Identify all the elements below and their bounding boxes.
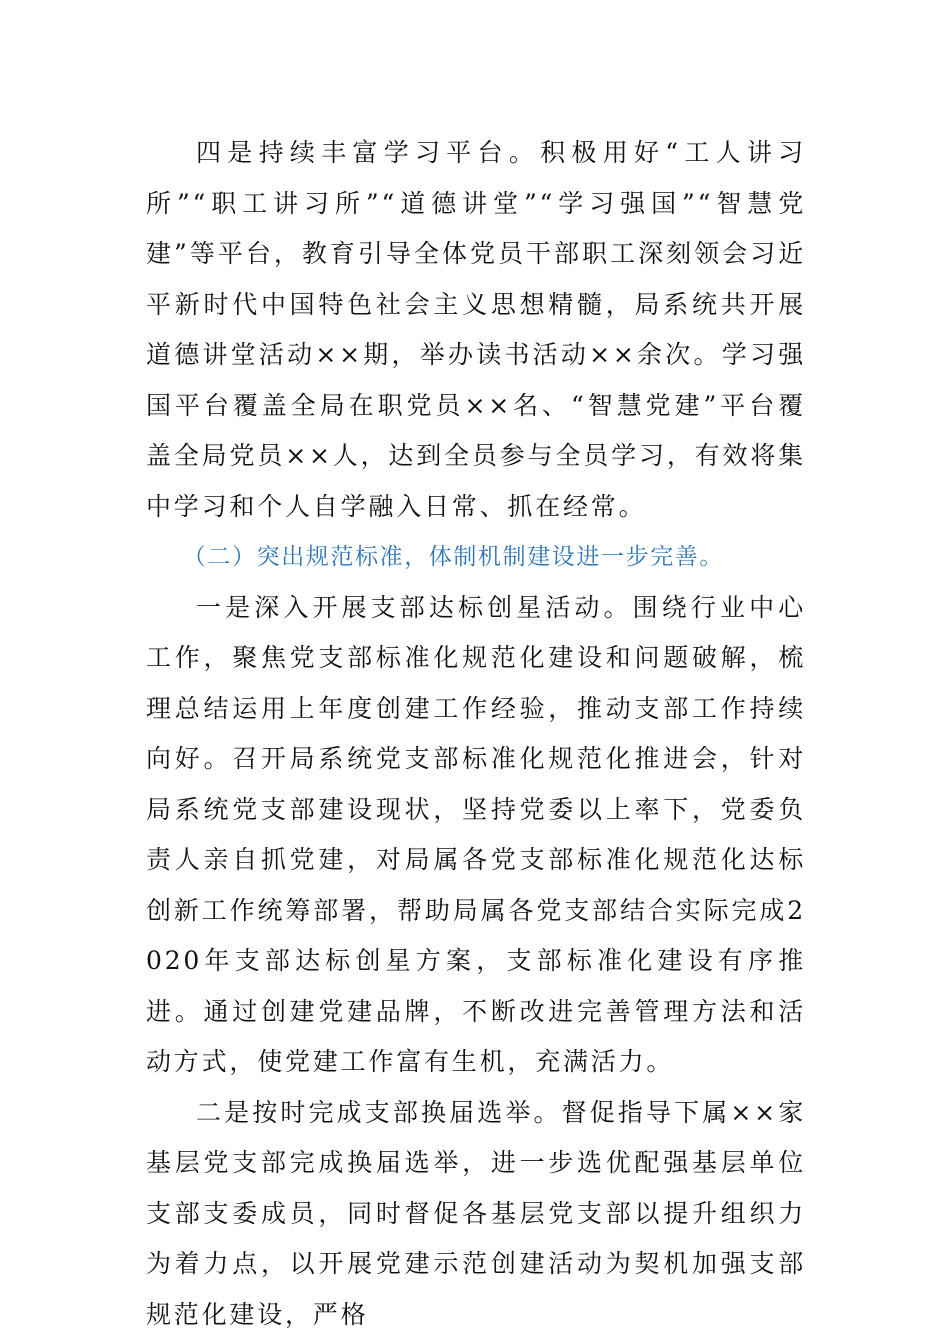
document-body bbox=[146, 128, 806, 1340]
section-heading-2: （二）突出规范标准，体制机制建设进一步完善。 bbox=[182, 544, 724, 570]
paragraph-branch-elections: 二是按时完成支部换届选举。督促指导下属××家基层党支部完成换届选举，进一步选优配强基层单位支部支委成员，同时督促各基层党支部以提升组织力为着力点，以开展党建示范创建活动为契机加强支部规范化建设，严格 bbox=[146, 1097, 806, 1329]
paragraph-learning-platforms: 四是持续丰富学习平台。积极用好“工人讲习所”“职工讲习所”“道德讲堂”“学习强国”“智慧党建”等平台，教育引导全体党员干部职工深刻领会习近平新时代中国特色社会主义思想精髓，局系统共开展道德讲堂活动××期，举办读书活动××余次。学习强国平台覆盖全局在职党员××名、“智慧党建”平台覆盖全局党员××人，达到全员参与全员学习，有效将集中学习和个人自学融入日常、抓在经常。 bbox=[146, 138, 806, 521]
paragraph-branch-standards: 一是深入开展支部达标创星活动。围绕行业中心工作，聚焦党支部标准化规范化建设和问题破解，梳理总结运用上年度创建工作经验，推动支部工作持续向好。召开局系统党支部标准化规范化推进会，针对局系统党支部建设现状，坚持党委以上率下，党委负责人亲自抓党建，对局属各党支部标准化规范化达标创新工作统筹部署，帮助局属各党支部结合实际完成2020年支部达标创星方案，支部标准化建设有序推进。通过创建党建品牌，不断改进完善管理方法和活动方式，使党建工作富有生机，充满活力。 bbox=[146, 592, 806, 1076]
